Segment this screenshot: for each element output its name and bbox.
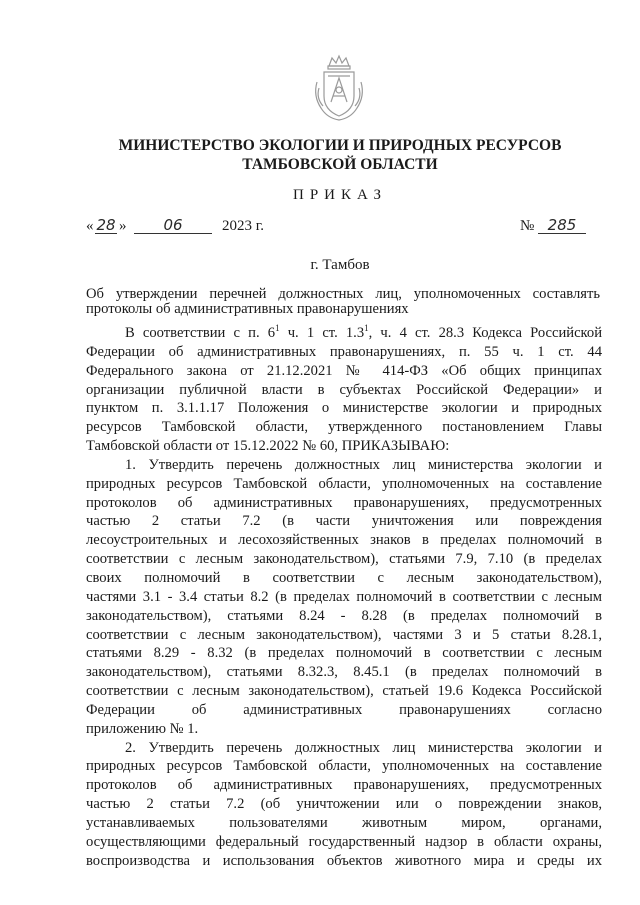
body-line: Федерации об административных правонарушениях, п. 55 ч. 1 ст. 44 bbox=[86, 343, 602, 360]
superscript: 1 bbox=[364, 323, 369, 334]
text-fragment: , ч. 4 ст. 28.3 Кодекса Российской bbox=[368, 325, 603, 341]
body-line: протоколов об административных правонарушениях, предусмотренных bbox=[86, 777, 602, 794]
city: г. Тамбов bbox=[310, 257, 370, 273]
body-line bbox=[86, 324, 602, 343]
date-month: 06 bbox=[134, 217, 212, 234]
body-line: устанавливаемых пользователями животным миром, органами, bbox=[86, 814, 602, 831]
ministry-name-line1: МИНИСТЕРСТВО ЭКОЛОГИИ И ПРИРОДНЫХ РЕСУРСОВ bbox=[118, 137, 562, 154]
body-line: пунктом п. 3.1.1.17 Положения о министерстве экологии и природных bbox=[86, 400, 602, 417]
superscript: 1 bbox=[275, 323, 280, 334]
body-line: лесоустроительных и лесохозяйственных знаков в пределах полномочий в bbox=[86, 532, 602, 549]
body-line: соответствии с лесным законодательством), статьей 19.6 Кодекса Российской bbox=[86, 683, 602, 700]
order-title: ПРИКАЗ bbox=[293, 187, 387, 203]
body-line: ресурсов Тамбовской области, утвержденного постановлением Главы bbox=[86, 419, 602, 436]
body-line: воспроизводства и использования объектов животного мира и среды их bbox=[86, 852, 602, 869]
body-line: частью 2 статьи 7.2 (об уничтожении или о повреждении знаков, bbox=[86, 796, 602, 813]
date-year: 2023 г. bbox=[222, 218, 264, 234]
body-line: законодательством), статьями 8.24 - 8.28 (в пределах полномочий в bbox=[86, 607, 602, 624]
order-body bbox=[86, 324, 602, 870]
body-line: законодательством), статьями 8.32.3, 8.45.1 (в пределах полномочий в bbox=[86, 664, 602, 681]
body-line: статьями 8.29 - 8.32 (в пределах полномочий в соответствии с лесным bbox=[86, 645, 602, 662]
order-number bbox=[520, 216, 577, 235]
body-line: приложению № 1. bbox=[86, 720, 199, 737]
text-fragment: В соответствии с п. 6 bbox=[125, 325, 276, 341]
text-fragment: ч. 1 ст. 1.3 bbox=[279, 325, 365, 341]
body-line: частями 3.1 - 3.4 статьи 8.2 (в пределах полномочий в соответствии с лесным bbox=[86, 588, 602, 605]
body-line: осуществляющими федеральный государственный надзор в области охраны, bbox=[86, 833, 602, 850]
body-line: Федерации об административных правонарушениях согласно bbox=[86, 701, 602, 718]
date-day: 28 bbox=[96, 216, 116, 234]
body-line: Федерального закона от 21.12.2021 № 414-ФЗ «Об общих принципах bbox=[86, 362, 602, 379]
number-value: 285 bbox=[538, 217, 586, 234]
body-line: организации публичной власти в субъектах Российской Федерации» и bbox=[86, 381, 602, 398]
body-line: природных ресурсов Тамбовской области, уполномоченных на составление bbox=[86, 758, 602, 775]
body-line: 2. Утвердить перечень должностных лиц министерства экологии и bbox=[125, 739, 602, 756]
ministry-name-line2: ТАМБОВСКОЙ ОБЛАСТИ bbox=[242, 156, 438, 173]
body-line: природных ресурсов Тамбовской области, уполномоченных на составление bbox=[86, 475, 602, 492]
coat-of-arms-icon bbox=[311, 52, 367, 124]
number-prefix: № bbox=[520, 218, 535, 234]
body-line: соответствии с лесным законодательством), частями 3 и 5 статьи 8.28.1, bbox=[86, 626, 602, 643]
date-quote-close: » bbox=[119, 218, 127, 234]
body-line: протоколов об административных правонарушениях, предусмотренных bbox=[86, 494, 602, 511]
body-line: частью 2 статьи 7.2 (в части уничтожения или повреждения bbox=[86, 513, 602, 530]
order-subject: Об утверждении перечней должностных лиц, уполномоченных составлять протоколы об административных правонарушениях bbox=[86, 286, 600, 317]
body-line: 1. Утвердить перечень должностных лиц министерства экологии и bbox=[125, 456, 602, 473]
body-line: своих полномочий в соответствии с лесным законодательством), bbox=[86, 569, 602, 586]
date-quote-open: « bbox=[86, 218, 94, 234]
body-line: соответствии с лесным законодательством), статьями 7.9, 7.10 (в пределах bbox=[86, 551, 602, 568]
body-line: Тамбовской области от 15.12.2022 № 60, ПРИКАЗЫВАЮ: bbox=[86, 438, 450, 455]
